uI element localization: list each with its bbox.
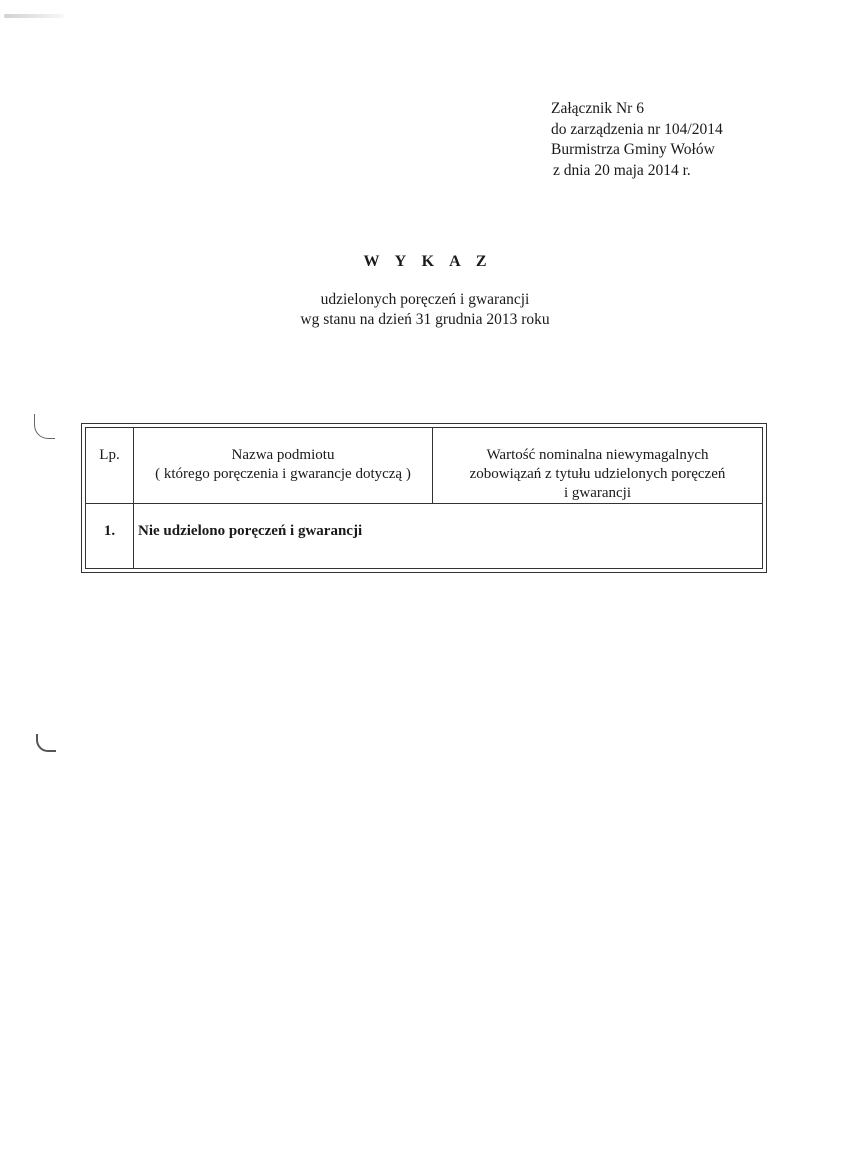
subtitle-line-1: udzielonych poręczeń i gwarancji — [320, 291, 530, 308]
table-row — [86, 504, 763, 569]
annex-date: z dnia 20 maja 2014 r. — [553, 161, 691, 179]
scan-artifact-mark — [34, 414, 55, 439]
annex-ordinance: do zarządzenia nr 104/2014 — [551, 120, 723, 138]
guarantees-table — [85, 427, 763, 569]
annex-number: Załącznik Nr 6 — [551, 100, 644, 117]
scan-artifact-mark — [36, 734, 56, 752]
header-entity-name — [134, 428, 433, 504]
table-header-row — [86, 428, 763, 504]
header-entity-name-line2: ( którego poręczenia i gwarancje dotyczą ) — [155, 466, 411, 482]
header-lp: Lp. — [86, 428, 134, 504]
row-lp: 1. — [86, 504, 134, 569]
subtitle-line-2: wg stanu na dzień 31 grudnia 2013 roku — [300, 311, 550, 328]
document-title: W Y K A Z — [363, 253, 493, 270]
header-nominal-value-line1: Wartość nominalna niewymagalnych — [486, 447, 709, 463]
row-entity-name: Nie udzielono poręczeń i gwarancji — [134, 504, 763, 569]
header-nominal-value — [433, 428, 763, 504]
header-entity-name-line1: Nazwa podmiotu — [231, 447, 335, 463]
header-nominal-value-line3: i gwarancji — [563, 485, 632, 501]
annex-reference — [551, 99, 723, 181]
header-nominal-value-line2: zobowiązań z tytułu udzielonych poręczeń — [469, 466, 726, 482]
document-subtitle — [0, 290, 850, 330]
scan-artifact-top — [4, 14, 64, 18]
annex-issuer: Burmistrza Gminy Wołów — [551, 141, 715, 158]
guarantees-table-frame — [81, 423, 767, 573]
